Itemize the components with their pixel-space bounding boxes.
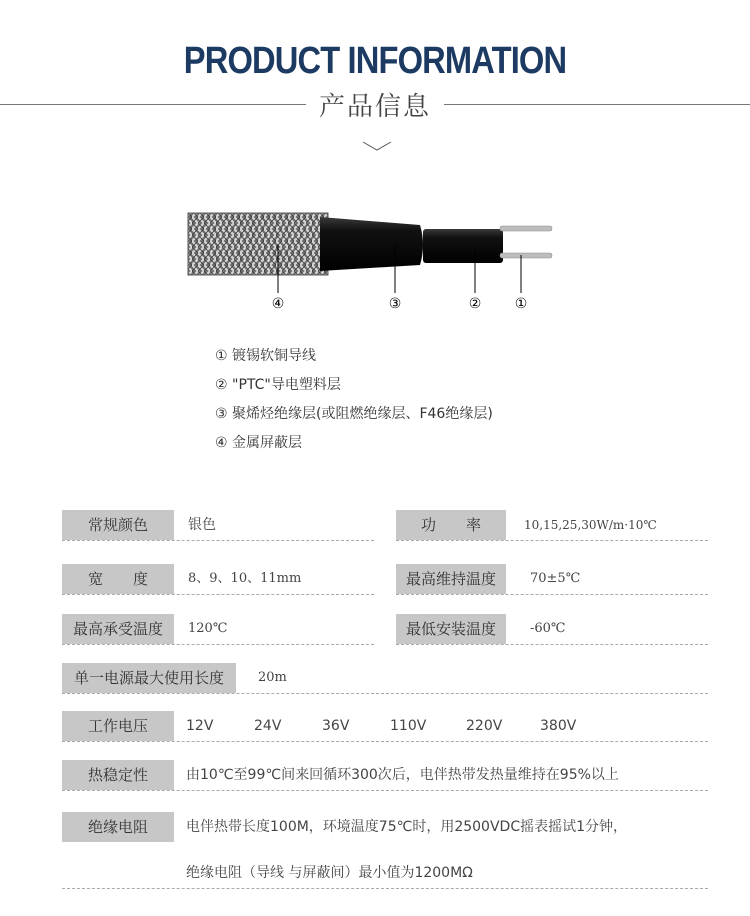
copper-wire-bottom: [500, 253, 552, 258]
marker-1: ①: [514, 296, 528, 312]
spec-label-width: 宽 度: [62, 564, 174, 594]
spec-label-color: 常规颜色: [62, 510, 174, 540]
page-subtitle: 产品信息: [318, 92, 431, 122]
spec-label-max-length: 单一电源最大使用长度: [62, 663, 236, 693]
spec-label-voltage: 工作电压: [62, 711, 174, 741]
voltage-value: 24V: [254, 718, 282, 734]
spec-value-max-withstand: 120℃: [188, 621, 228, 636]
copper-wire-top: [500, 226, 552, 231]
spec-value-insulation-line2: 绝缘电阻（导线 与屏蔽间）最小值为1200MΩ: [186, 865, 473, 881]
spec-value-power: 10,15,25,30W/m·10℃: [524, 518, 657, 532]
legend-item: ④ 金属屏蔽层: [215, 435, 303, 451]
chevron-down-icon: [362, 140, 392, 152]
voltage-value: 220V: [466, 718, 503, 734]
spec-label-max-maintain: 最高维持温度: [396, 564, 506, 594]
voltage-value: 12V: [186, 718, 214, 734]
spec-value-max-length: 20m: [258, 670, 287, 685]
metal-shield-layer: [188, 213, 328, 275]
marker-3: ③: [388, 296, 402, 312]
spec-value-stability: 由10℃至99℃间来回循环300次后，电伴热带发热量维持在95%以上: [186, 767, 619, 783]
page-title: PRODUCT INFORMATION: [183, 40, 567, 82]
spec-value-min-install: -60℃: [530, 621, 566, 636]
cable-diagram: [180, 205, 560, 320]
voltage-value: 380V: [540, 718, 577, 734]
legend-item: ① 镀锡软铜导线: [215, 348, 317, 364]
spec-value-width: 8、9、10、11mm: [188, 571, 302, 586]
spec-value-color: 银色: [188, 517, 216, 533]
marker-2: ②: [468, 296, 482, 312]
spec-label-power: 功 率: [396, 510, 506, 540]
legend-item: ③ 聚烯烃绝缘层(或阻燃绝缘层、F46绝缘层): [215, 406, 493, 422]
ptc-layer: [423, 229, 503, 263]
cable-legend: [215, 345, 493, 461]
spec-label-stability: 热稳定性: [62, 760, 174, 790]
spec-label-max-withstand: 最高承受温度: [62, 614, 174, 644]
spec-label-insulation: 绝缘电阻: [62, 812, 174, 842]
spec-value-insulation-line1: 电伴热带长度100M，环境温度75℃时，用2500VDC摇表摇试1分钟，: [186, 819, 628, 835]
marker-4: ④: [271, 296, 285, 312]
voltage-value: 36V: [322, 718, 350, 734]
insulation-layer: [320, 217, 423, 271]
spec-label-min-install: 最低安装温度: [396, 614, 506, 644]
voltage-value: 110V: [390, 718, 427, 734]
spec-value-max-maintain: 70±5℃: [530, 571, 581, 586]
legend-item: ② "PTC"导电塑料层: [215, 377, 341, 393]
